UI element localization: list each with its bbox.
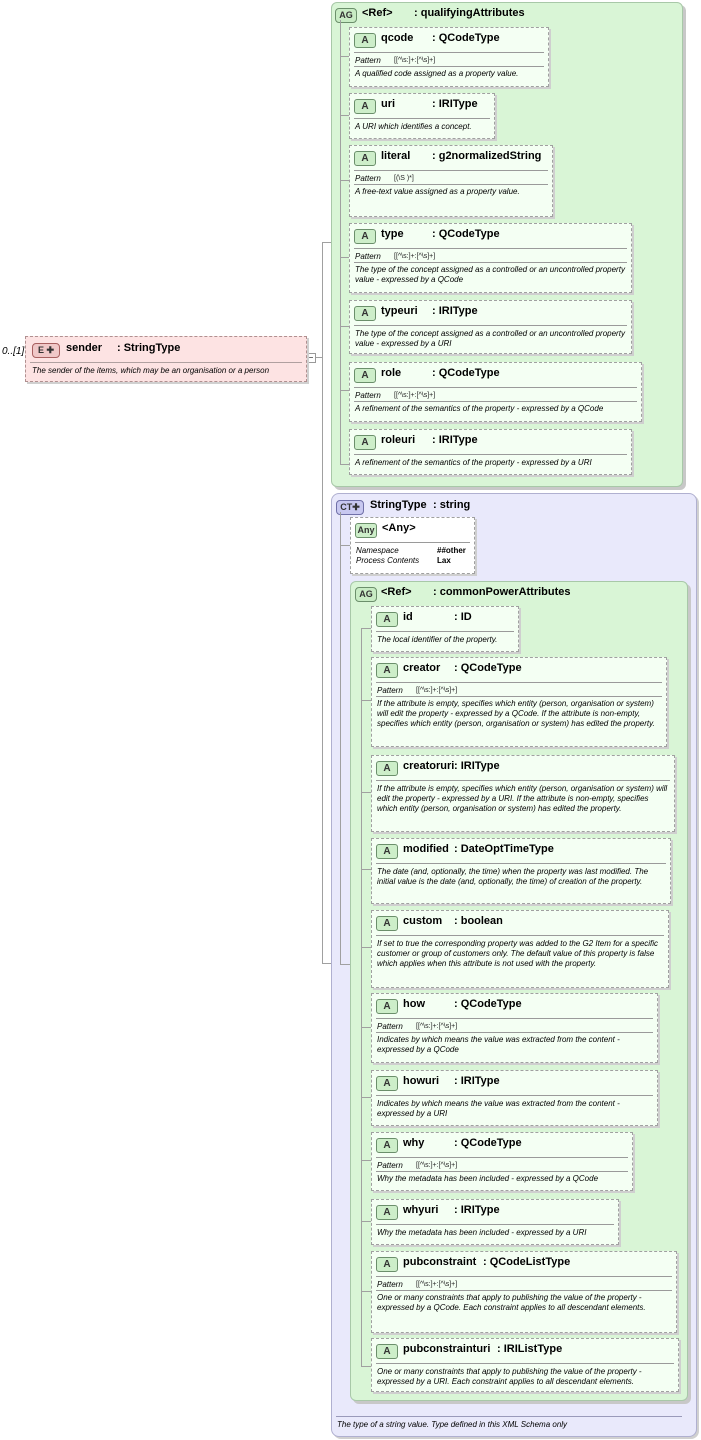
- connector-line: [322, 242, 323, 964]
- attribute-description: A qualified code assigned as a property value.: [355, 69, 519, 78]
- attribute-type: : IRIListType: [497, 1343, 563, 1355]
- divider: [376, 696, 662, 697]
- attribute-howuri[interactable]: [371, 1070, 658, 1126]
- pattern-value: [[^\s:]+:[^\s]+]: [416, 1162, 458, 1169]
- divider: [354, 52, 544, 53]
- divider: [354, 401, 637, 402]
- attribute-type: : QCodeType: [454, 662, 522, 674]
- connector-line: [340, 512, 341, 965]
- attribute-type: : QCodeType: [454, 1137, 522, 1149]
- attribute-literal[interactable]: [349, 145, 553, 217]
- divider: [376, 1157, 628, 1158]
- connector-line: [340, 545, 350, 546]
- attribute-name: why: [403, 1137, 425, 1149]
- divider: [354, 262, 627, 263]
- attribute-badge: A: [376, 663, 398, 678]
- pattern-value: [[^\s:]+:[^\s]+]: [416, 1281, 458, 1288]
- element-description: The sender of the items, which may be an organisation or a person: [32, 366, 270, 375]
- pattern-label: Pattern: [377, 686, 403, 695]
- attribute-description: Why the metadata has been included - expressed by a QCode: [377, 1174, 599, 1183]
- attribute-name: qcode: [381, 32, 414, 44]
- connector-line: [340, 115, 349, 116]
- attribute-badge: A: [354, 33, 376, 48]
- attribute-badge: A: [376, 612, 398, 627]
- attribute-creator[interactable]: [371, 657, 667, 747]
- attribute-uri[interactable]: [349, 93, 495, 139]
- pattern-label: Process Contents: [356, 556, 420, 565]
- attribute-name: typeuri: [381, 305, 418, 317]
- attribute-name: modified: [403, 843, 449, 855]
- attribute-pubconstraint[interactable]: [371, 1251, 677, 1333]
- group-name: : qualifyingAttributes: [414, 7, 525, 19]
- attribute-name: pubconstraint: [403, 1256, 477, 1268]
- complex-type-description: The type of a string value. Type defined in this XML Schema only: [337, 1420, 568, 1429]
- pattern-label: Pattern: [355, 174, 381, 183]
- attribute-badge: A: [376, 1344, 398, 1359]
- connector-line: [361, 792, 371, 793]
- attribute-badge: A: [354, 229, 376, 244]
- attribute-description: One or many constraints that apply to publishing the value of the property - expressed by a QCode. Each constraint applies to all descendant elements.: [377, 1293, 646, 1312]
- divider: [355, 542, 470, 543]
- divider: [376, 631, 514, 632]
- attribute-qcode[interactable]: [349, 27, 549, 87]
- divider: [354, 184, 548, 185]
- attribute-badge: A: [354, 99, 376, 114]
- divider: [336, 1416, 682, 1417]
- attribute-type: : DateOptTimeType: [454, 843, 554, 855]
- attribute-badge: A: [354, 435, 376, 450]
- pattern-label: Pattern: [355, 391, 381, 400]
- connector-line: [361, 1221, 371, 1222]
- divider: [376, 1095, 653, 1096]
- element-badge: E ✚: [32, 343, 60, 358]
- attribute-description: If the attribute is empty, specifies which entity (person, organisation or system) will edit the property - expressed by a URI. If the attribute is non-empty, specifies which entity (person, organisation or system) has edited the property.: [377, 784, 668, 813]
- attribute-name: literal: [381, 150, 411, 162]
- attribute-why[interactable]: [371, 1132, 633, 1191]
- connector-line: [340, 964, 350, 965]
- attribute-badge: A: [354, 151, 376, 166]
- divider: [376, 1363, 674, 1364]
- attribute-name: pubconstrainturi: [403, 1343, 491, 1355]
- connector-line: [340, 257, 349, 258]
- divider: [30, 362, 302, 363]
- attribute-pubconstrainturi[interactable]: [371, 1338, 679, 1392]
- attribute-description: A free-text value assigned as a property value.: [355, 187, 520, 196]
- connector-line: [322, 963, 331, 964]
- attribute-badge: A: [354, 368, 376, 383]
- divider: [376, 682, 662, 683]
- attribute-description: The type of the concept assigned as a controlled or an uncontrolled property value - expressed by a URI: [355, 329, 625, 348]
- pattern-label: Namespace: [356, 546, 399, 555]
- connector-line: [322, 242, 331, 243]
- attribute-name: howuri: [403, 1075, 440, 1087]
- attribute-roleuri[interactable]: [349, 429, 632, 475]
- divider: [354, 325, 627, 326]
- divider: [376, 1171, 628, 1172]
- divider: [354, 387, 637, 388]
- divider: [354, 170, 548, 171]
- attribute-type[interactable]: [349, 223, 632, 293]
- attribute-whyuri[interactable]: [371, 1199, 619, 1245]
- divider: [354, 454, 627, 455]
- plus-icon: ✚: [46, 345, 55, 355]
- attribute-badge: A: [376, 1257, 398, 1272]
- pattern-label: Pattern: [377, 1161, 403, 1170]
- attribute-badge: A: [376, 916, 398, 931]
- attribute-name: role: [381, 367, 402, 379]
- element-sender[interactable]: [25, 336, 307, 382]
- attribute-type: : g2normalizedString: [432, 150, 542, 162]
- divider: [376, 780, 670, 781]
- attribute-description: If set to true the corresponding property was added to the G2 Item for a specific customer or group of customers only. The default value of this property is false which applies when this attribute is not used with the property.: [377, 939, 659, 968]
- attribute-description: A refinement of the semantics of the property - expressed by a QCode: [355, 404, 604, 413]
- attribute-type: : IRIType: [454, 760, 500, 772]
- attribute-badge: Any: [355, 523, 377, 538]
- pattern-label: Pattern: [355, 56, 381, 65]
- attribute-name: creator: [403, 662, 441, 674]
- connector-line: [340, 56, 349, 57]
- attribute-role[interactable]: [349, 362, 642, 422]
- pattern-value: [[^\s:]+:[^\s]+]: [394, 392, 436, 399]
- attribute-description: A URI which identifies a concept.: [355, 122, 472, 131]
- attribute-badge: A: [376, 761, 398, 776]
- divider: [376, 1276, 672, 1277]
- attribute-typeuri[interactable]: [349, 300, 632, 354]
- pattern-value: [[^\s:]+:[^\s]+]: [394, 57, 436, 64]
- attribute-description: The type of the concept assigned as a controlled or an uncontrolled property value - expressed by a QCode: [355, 265, 625, 284]
- collapse-toggle[interactable]: −: [306, 353, 316, 363]
- connector-line: [361, 700, 371, 701]
- attribute-custom[interactable]: [371, 910, 669, 988]
- attribute-description: A refinement of the semantics of the property - expressed by a URI: [355, 458, 592, 467]
- attribute-description: If the attribute is empty, specifies which entity (person, organisation or system) will edit the property - expressed by a QCode. If the attribute is non-empty, specifies which entity (person, organisation or system) has edited the property.: [377, 699, 655, 728]
- divider: [376, 1224, 614, 1225]
- group-ref: <Ref>: [381, 586, 412, 598]
- attribute-type: : ID: [454, 611, 472, 623]
- any-wildcard[interactable]: Any <Any> Namespace ##other Process Contents Lax: [350, 517, 475, 574]
- attribute-name: roleuri: [381, 434, 416, 446]
- pattern-value: [[^\s:]+:[^\s]+]: [416, 1023, 458, 1030]
- divider: [376, 1032, 653, 1033]
- attribute-name: how: [403, 998, 425, 1010]
- divider: [354, 248, 627, 249]
- attribute-creatoruri[interactable]: [371, 755, 675, 832]
- attribute-name: custom: [403, 915, 443, 927]
- attribute-badge: A: [376, 999, 398, 1014]
- attribute-description: One or many constraints that apply to publishing the value of the property - expressed by a URI. Each constraint applies to all descendant elements.: [377, 1367, 642, 1386]
- attribute-id[interactable]: [371, 606, 519, 652]
- divider: [376, 1290, 672, 1291]
- attribute-type: : IRIType: [432, 98, 478, 110]
- group-ref: <Ref>: [362, 7, 393, 19]
- divider: [376, 863, 666, 864]
- pattern-value: [(\S )*]: [394, 175, 414, 182]
- connector-line: [361, 947, 371, 948]
- attribute-badge: A: [376, 1076, 398, 1091]
- pattern-label: Pattern: [355, 252, 381, 261]
- connector-line: [361, 1097, 371, 1098]
- attribute-badge: A: [376, 1138, 398, 1153]
- connector-line: [361, 869, 371, 870]
- attribute-modified[interactable]: [371, 838, 671, 904]
- complex-type-name: StringType: [370, 499, 427, 511]
- connector-line: [361, 1291, 371, 1292]
- element-type: : StringType: [117, 342, 181, 354]
- pattern-value: [[^\s:]+:[^\s]+]: [416, 687, 458, 694]
- connector-line: [361, 628, 362, 1366]
- connector-line: [361, 1027, 371, 1028]
- attribute-name: id: [403, 611, 413, 623]
- attribute-badge: A: [354, 306, 376, 321]
- complex-type-type: : string: [433, 499, 471, 511]
- complex-type-badge: CT✚: [336, 500, 364, 515]
- cardinality-label: 0..[1]: [2, 346, 25, 357]
- attribute-description: The local identifier of the property.: [377, 635, 498, 644]
- attribute-type: : QCodeType: [454, 998, 522, 1010]
- attribute-badge: A: [376, 1205, 398, 1220]
- pattern-label: Pattern: [377, 1280, 403, 1289]
- attribute-badge: A: [376, 844, 398, 859]
- group-name: : commonPowerAttributes: [433, 586, 571, 598]
- attribute-name: <Any>: [382, 522, 416, 534]
- attribute-type: : IRIType: [454, 1204, 500, 1216]
- attribute-name: type: [381, 228, 404, 240]
- pattern-value: [[^\s:]+:[^\s]+]: [394, 253, 436, 260]
- attribute-type: : QCodeType: [432, 32, 500, 44]
- connector-line: [340, 180, 349, 181]
- divider: [354, 118, 490, 119]
- attribute-description: The date (and, optionally, the time) when the property was last modified. The initial value is the date (and, optionally, the time) of creation of the property.: [377, 867, 649, 886]
- attribute-type: : QCodeType: [432, 367, 500, 379]
- attribute-type: : IRIType: [454, 1075, 500, 1087]
- connector-line: [340, 464, 349, 465]
- pattern-label: Pattern: [377, 1022, 403, 1031]
- attribute-type: : QCodeListType: [483, 1256, 571, 1268]
- connector-line: [340, 326, 349, 327]
- attribute-description: Indicates by which means the value was extracted from the content - expressed by a QCode: [377, 1035, 620, 1054]
- attribute-type: : IRIType: [432, 305, 478, 317]
- attribute-name: creatoruri: [403, 760, 455, 772]
- connector-line: [340, 20, 341, 464]
- divider: [354, 66, 544, 67]
- attribute-description: Indicates by which means the value was extracted from the content - expressed by a URI: [377, 1099, 620, 1118]
- attribute-description: Why the metadata has been included - expressed by a URI: [377, 1228, 587, 1237]
- connector-line: [361, 1160, 371, 1161]
- divider: [376, 1018, 653, 1019]
- plus-icon: ✚: [352, 502, 360, 512]
- divider: [376, 935, 664, 936]
- attribute-type: : boolean: [454, 915, 503, 927]
- connector-line: [340, 390, 349, 391]
- attribute-name: whyuri: [403, 1204, 439, 1216]
- attribute-group-badge: AG: [355, 587, 377, 602]
- attribute-group-badge: AG: [335, 8, 357, 23]
- connector-line: [361, 1366, 371, 1367]
- attribute-type: : IRIType: [432, 434, 478, 446]
- connector-line: [361, 628, 371, 629]
- attribute-how[interactable]: [371, 993, 658, 1063]
- element-name: sender: [66, 342, 103, 354]
- attribute-name: uri: [381, 98, 396, 110]
- attribute-type: : QCodeType: [432, 228, 500, 240]
